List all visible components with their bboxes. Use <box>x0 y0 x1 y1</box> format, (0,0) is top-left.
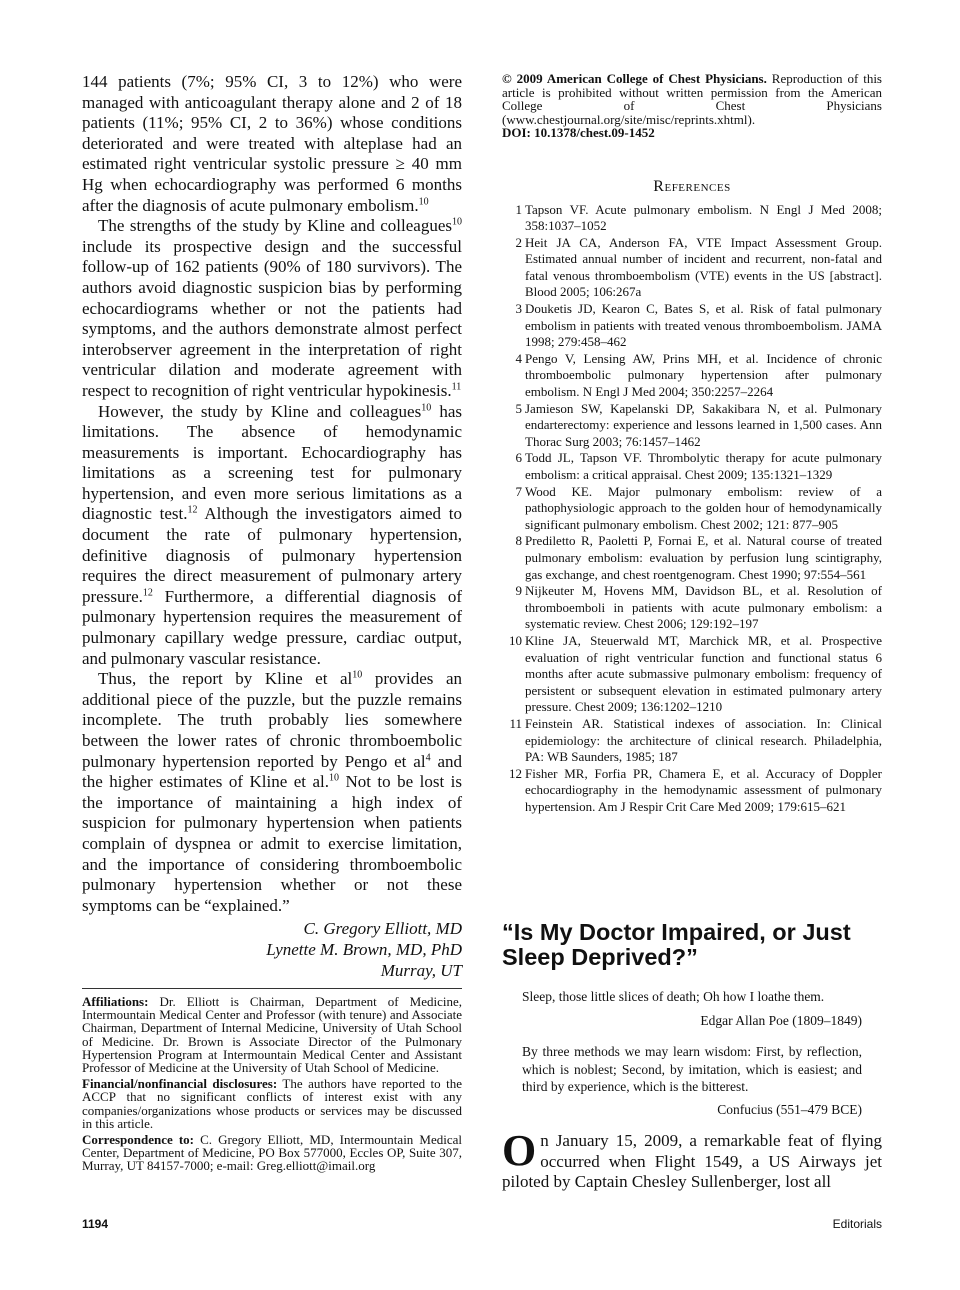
author-signature-2: Lynette M. Brown, MD, PhD <box>266 940 462 960</box>
reference-text: Nijkeuter M, Hovens MM, Davidson BL, et al. Resolution of thromboemboli in patients with acute pulmonary embolism: a systematic review. Chest 2006; 129:192–197 <box>525 583 882 632</box>
epigraph-quote-1: Sleep, those little slices of death; Oh how I loathe them. <box>522 989 825 1004</box>
paragraph-text: include its prospective design and the successful follow-up of 162 patients (90% of 180 survivors). The authors avoid diagnostic suspicion bias by performing echocardiograms whether or not the patients had symptoms, and the authors demonstrate almost perfect interobserver agreement in the interpretation of right ventricular dilation and moderate agreement with respect to recognition of right ventricular hypokinesis. <box>82 236 462 400</box>
reference-number: 6 <box>515 450 522 466</box>
doi: DOI: 10.1378/chest.09-1452 <box>502 125 655 140</box>
reference-text: Prediletto R, Paoletti P, Fornai E, et al. Natural course of treated pulmonary embolism: evaluation by perfusion lung scintigraphy, gas exchange, and chest roentgenogram. Chest 1990; 97:554–561 <box>525 533 882 582</box>
reference-item <box>502 533 882 583</box>
author-location: Murray, UT <box>380 961 462 981</box>
paragraph-1 <box>82 72 462 216</box>
reference-item <box>502 716 882 766</box>
reference-number: 1 <box>515 201 522 217</box>
epigraph-attribution-1: Edgar Allan Poe (1809–1849) <box>700 1013 862 1028</box>
reference-superscript: 11 <box>451 381 462 393</box>
reference-superscript: 10 <box>352 669 363 681</box>
reference-superscript: 10 <box>452 216 462 228</box>
reference-item <box>502 301 882 351</box>
affiliations-text: Dr. Elliott is Chairman, Department of Medicine, Intermountain Medical Center and Professor (with tenure) and Associate Chairman, Department of Internal Medicine, University of Utah School of Medicine. Dr. Brown is Associate Director of the Pulmonary Hypertension Program at Intermountain Medical Center and Assistant Professor of Medicine at the University of Utah School of Medicine. <box>82 994 462 1076</box>
epigraph-attribution-2: Confucius (551–479 BCE) <box>717 1102 862 1117</box>
affiliations-label: Affiliations: <box>82 994 149 1009</box>
right-column <box>502 72 882 815</box>
reference-item <box>502 484 882 534</box>
editorial-lead-paragraph <box>502 1126 882 1193</box>
left-column <box>82 72 462 981</box>
reference-superscript: 10 <box>328 772 339 784</box>
reference-text: Pengo V, Lensing AW, Prins MH, et al. Incidence of chronic thromboembolic pulmonary hypertension after pulmonary embolism. N Engl J Med 2004; 350:2257–2264 <box>525 350 882 400</box>
paragraph-3 <box>82 402 462 670</box>
paragraph-4 <box>82 669 462 916</box>
reference-item <box>502 766 882 816</box>
copyright-bold: © 2009 American College of Chest Physicians. <box>502 71 767 86</box>
paragraph-text: Although the investigators aimed to document the rate of pulmonary hypertension, definitive diagnosis of pulmonary hypertension requires the direct measurement of pulmonary artery pressure. <box>82 504 462 606</box>
paragraph-text: provides an additional piece of the puzzle, but the puzzle remains incomplete. The truth probably lies somewhere between the lower rates of chronic thromboembolic pulmonary hypertension reported by Pengo et al <box>82 669 462 771</box>
section-name: Editorials <box>832 1217 882 1231</box>
footnotes <box>82 988 462 1176</box>
reference-superscript: 10 <box>421 401 432 413</box>
reference-superscript: 12 <box>142 587 153 599</box>
paragraph-text: However, the study by Kline and colleagues <box>98 401 422 421</box>
paragraph-text: Not to be lost is the importance of maintaining a high index of suspicion for pulmonary hypertension when patients complain of dyspnea or admit to exercise limitation, and the importance of considering thromboembolic pulmonary hypertension whether or not these symptoms can be “explained.” <box>82 772 462 915</box>
reference-text: Wood KE. Major pulmonary embolism: review of a pathophysiologic approach to the golden hour of hemodynamically significant pulmonary embolism. Chest 2002; 121: 877–905 <box>525 483 882 532</box>
disclosures-text: The authors have reported to the ACCP that no significant conflicts of interest exist with any companies/organizations whose products or services may be discussed in this article. <box>82 1076 462 1131</box>
disclosures-note <box>82 1077 462 1130</box>
correspondence-label: Correspondence to: <box>82 1132 195 1148</box>
page-number: 1194 <box>82 1217 109 1231</box>
reference-number: 5 <box>515 400 522 416</box>
correspondence-text: C. Gregory Elliott, MD, Intermountain Medical Center, Department of Medicine, PO Box 577000, Eccles OP, Suite 307, Murray, UT 84157-7000; e-mail: Greg.elliott@imail.org <box>82 1132 462 1174</box>
reference-item <box>502 202 882 235</box>
paragraph-text: 144 patients (7%; 95% CI, 3 to 12%) who were managed with anticoagulant therapy alone and 2 of 18 patients (11%; 95% CI, 2 to 36%) whose conditions deteriorated and were treated with alteplase had an estimated right ventricular systolic pressure ≥ 40 mm Hg when echocardiography was performed 6 months after the diagnosis of acute pulmonary embolism. <box>82 72 462 215</box>
paragraph-text: Furthermore, a differential diagnosis of pulmonary hypertension requires the measurement of pulmonary capillary wedge pressure, cardiac output, and pulmonary vascular resistance. <box>82 586 462 668</box>
reference-text: Fisher MR, Forfia PR, Chamera E, et al. Accuracy of Doppler echocardiography in the hemodynamic assessment of pulmonary hypertension. Am J Respir Crit Care Med 2009; 179:615–621 <box>525 765 882 814</box>
reference-number: 3 <box>515 301 522 317</box>
reference-item <box>502 401 882 451</box>
reference-item <box>502 583 882 633</box>
paragraph-2 <box>82 216 462 401</box>
paragraph-text: Thus, the report by Kline et al <box>98 669 353 689</box>
reference-text: Feinstein AR. Statistical indexes of association. In: Clinical epidemiology: the architecture of clinical research. Philadelphia, PA: WB Saunders, 1985; 187 <box>525 715 882 765</box>
reference-item <box>502 351 882 401</box>
reference-text: Douketis JD, Kearon C, Bates S, et al. Risk of fatal pulmonary embolism in patients with treated venous thromboembolism. JAMA 1998; 279:458–462 <box>525 301 882 350</box>
reference-number: 4 <box>515 350 522 366</box>
reference-number: 10 <box>509 632 522 648</box>
reference-number: 7 <box>515 483 522 499</box>
reference-item <box>502 450 882 483</box>
reference-text: Kline JA, Steuerwald MT, Marchick MR, et al. Prospective evaluation of right ventricular function and functional status 6 months after acute submassive pulmonary embolism: frequency of persistent or subsequent elevation in estimated pulmonary artery pressure. Chest 2009; 136:1202–1210 <box>525 632 882 715</box>
disclosures-label: Financial/nonfinancial disclosures: <box>82 1076 278 1092</box>
reference-number: 2 <box>515 234 522 250</box>
correspondence-note <box>82 1133 462 1173</box>
affiliations-note <box>82 995 462 1074</box>
reference-text: Heit JA CA, Anderson FA, VTE Impact Assessment Group. Estimated annual number of incident and recurrent, non-fatal and fatal venous thromboembolism (VTE) events in the US [abstract]. Blood 2005; 106:267a <box>525 234 882 300</box>
reference-list <box>502 202 882 816</box>
reference-item <box>502 633 882 716</box>
reference-number: 8 <box>515 533 522 549</box>
reference-superscript: 4 <box>425 751 431 763</box>
reference-number: 11 <box>509 715 522 731</box>
author-signature-1: C. Gregory Elliott, MD <box>303 919 462 939</box>
reference-text: Jamieson SW, Kapelanski DP, Sakakibara N, et al. Pulmonary endarterectomy: experience and lessons learned in 1,500 cases. Ann Thorac Surg 2003; 76:1457–1462 <box>525 400 882 449</box>
reference-item <box>502 235 882 301</box>
lead-text: n January 15, 2009, a remarkable feat of flying occurred when Flight 1549, a US Airways jet piloted by Captain Chesley Sullenberger, lost all <box>502 1131 882 1192</box>
editorial-title: “Is My Doctor Impaired, or Just Sleep Deprived?” <box>502 919 851 970</box>
epigraph-quote-2: By three methods we may learn wisdom: First, by reflection, which is noblest; Second, by imitation, which is easiest; and third by experience, which is the bitterest. <box>522 1044 862 1094</box>
copyright-notice <box>502 72 882 140</box>
reference-superscript: 10 <box>418 195 429 207</box>
reference-superscript: 12 <box>187 504 198 516</box>
reference-text: Todd JL, Tapson VF. Thrombolytic therapy for acute pulmonary embolism: a critical appraisal. Chest 2009; 135:1321–1329 <box>525 450 882 482</box>
copyright-text: Reproduction of this article is prohibited without written permission from the American College of Chest Physicians (www.chestjournal.org/site/misc/reprints.xhtml). <box>502 71 882 127</box>
reference-number: 12 <box>509 765 522 781</box>
paragraph-text: and the higher estimates of Kline et al. <box>82 751 463 792</box>
references-heading: References <box>653 177 731 195</box>
drop-cap: O <box>502 1126 537 1175</box>
reference-text: Tapson VF. Acute pulmonary embolism. N Engl J Med 2008; 358:1037–1052 <box>525 201 882 234</box>
paragraph-text: The strengths of the study by Kline and colleagues <box>98 216 452 236</box>
paragraph-text: has limitations. The absence of hemodynamic measurements is important. Echocardiography has limitations as a screening test for pulmonary hypertension, and even more serious limitations as a diagnostic test. <box>82 401 462 524</box>
reference-number: 9 <box>515 583 522 599</box>
